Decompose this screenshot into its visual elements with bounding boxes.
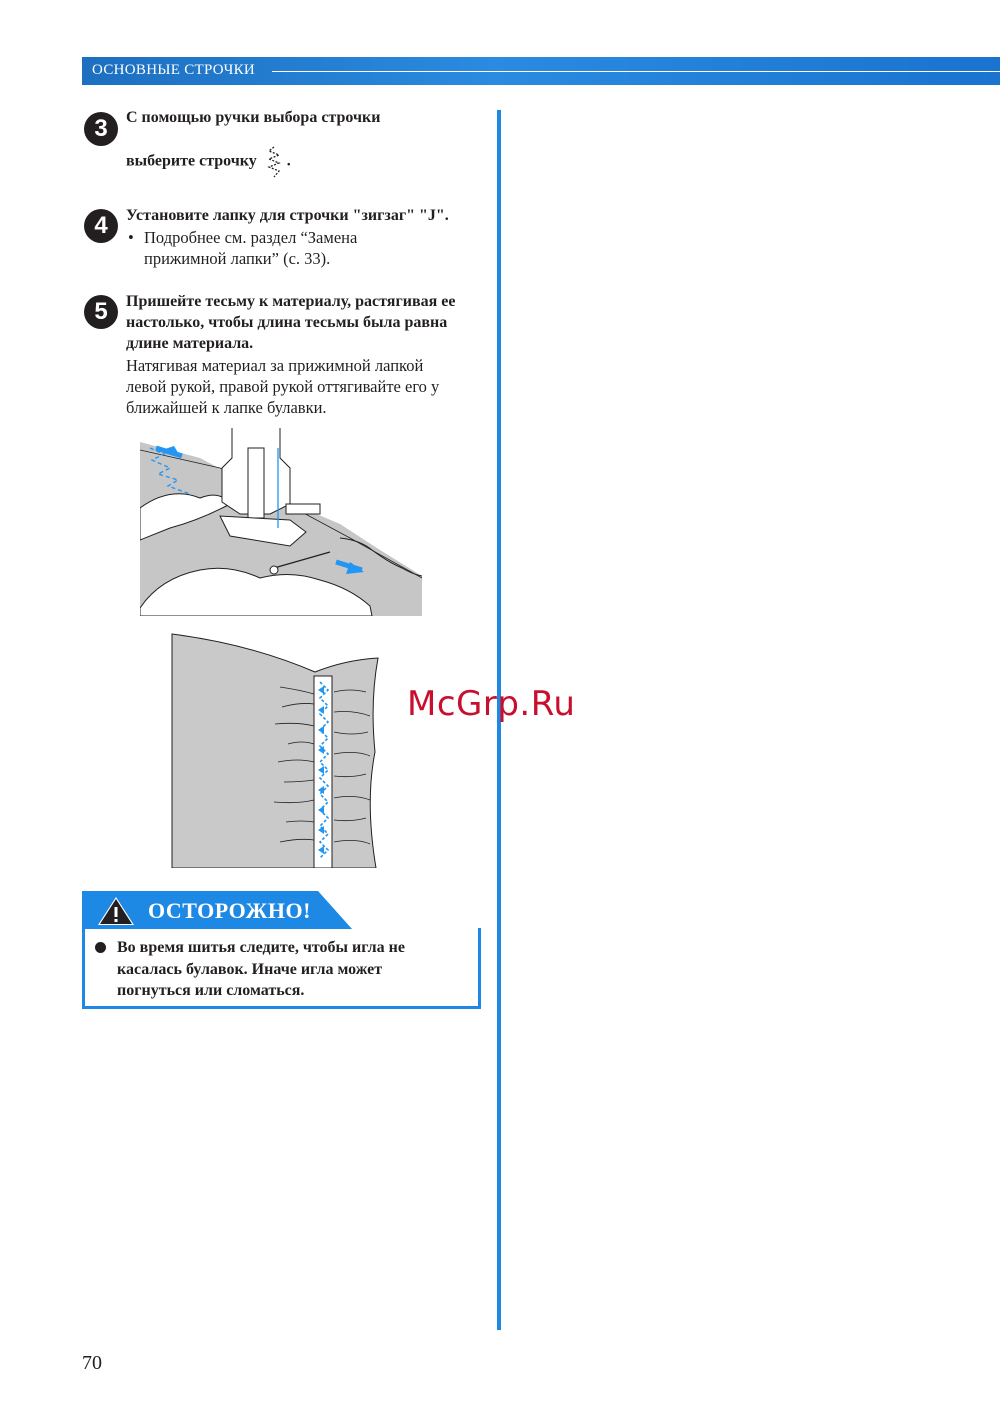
step-number-4: 4 [84,209,118,243]
step-4-note-line1: Подробнее см. раздел “Замена [144,228,358,247]
step-5-title-line1: Пришейте тесьму к материалу, растягивая ее [126,293,456,310]
sewing-presser-foot-illustration [140,428,422,616]
step-5-title-line3: длине материала. [126,335,254,352]
step-5-text-line1: Натягивая материал за прижимной лапкой [126,356,424,375]
gathered-fabric-illustration [170,632,382,868]
caution-title: ОСТОРОЖНО! [148,898,311,923]
caution-bullet-icon [95,942,106,953]
step-5-title-line2: настолько, чтобы длина тесьмы была равна [126,314,448,331]
step-5-text-line2: левой рукой, правой рукой оттягивайте его у [126,377,440,396]
zigzag-stitch-icon [267,146,281,178]
step-3-title-line1: С помощью ручки выбора строчки [126,109,381,126]
step-3-title-line2 [126,146,291,178]
caution-text [117,937,467,1002]
step-3-title-text: выберите строчку [126,152,257,170]
caution-text-line2: касалась булавок. Иначе игла может [117,960,383,978]
section-title: ОСНОВНЫЕ СТРОЧКИ [92,62,256,78]
step-number-5: 5 [84,295,118,329]
step-number-3: 3 [84,112,118,146]
section-header-bar [82,57,1000,85]
step-5-text-line3: ближайшей к лапке булавки. [126,398,327,417]
step-4-note-line2: прижимной лапки” (с. 33). [144,249,331,268]
step-4-bullet: • [128,228,134,247]
step-3-title-end: . [286,152,291,170]
caution-text-line1: Во время шитья следите, чтобы игла не [117,939,405,956]
caution-text-line3: погнуться или сломаться. [117,982,305,999]
watermark: McGrp.Ru [407,684,576,724]
page-number: 70 [82,1352,102,1374]
step-4-title: Установите лапку для строчки "зигзаг" "J". [126,207,449,224]
header-rule [272,71,1000,72]
